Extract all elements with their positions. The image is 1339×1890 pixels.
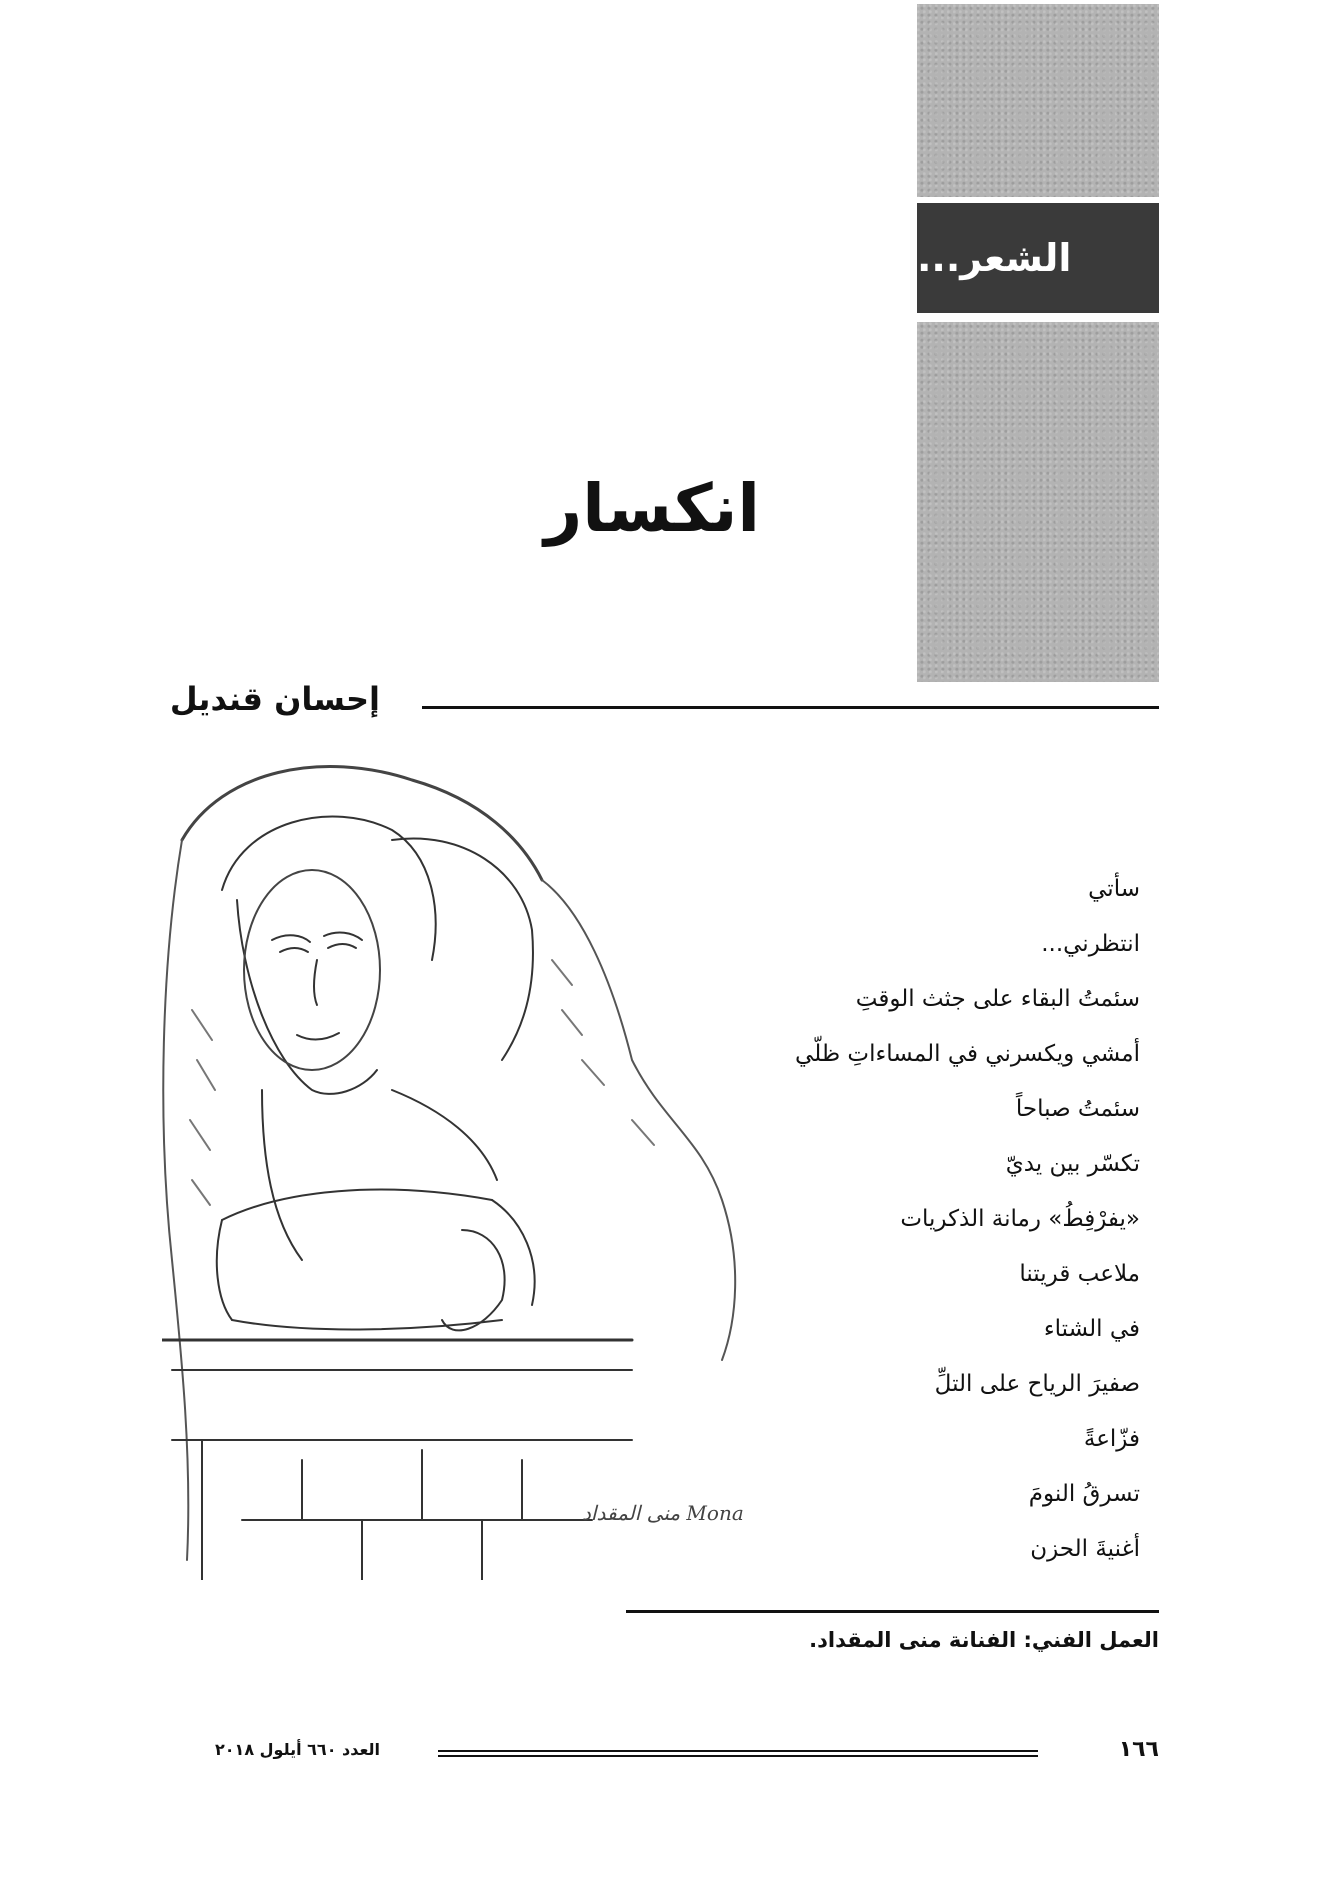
poem-line: ملاعب قريتنا (1019, 1261, 1140, 1287)
poem-line: أمشي ويكسرني في المساءاتِ ظلّي (795, 1041, 1140, 1067)
caption-divider (626, 1610, 1159, 1613)
poem-line: تكسّر بين يديّ (1005, 1151, 1140, 1177)
poem-line: «يفرْفِطُ» رمانة الذكريات (900, 1206, 1140, 1232)
artwork-signature: منى المقداد Mona (582, 1501, 744, 1525)
poem-line: سئمتُ البقاء على جثث الوقتِ (855, 986, 1140, 1012)
poem-line: سئمتُ صباحاً (1015, 1096, 1140, 1122)
decorative-grey-block-top (917, 4, 1159, 197)
author-divider (422, 706, 1159, 709)
footer-divider (438, 1750, 1038, 1757)
page-number: ١٦٦ (1118, 1737, 1159, 1762)
poem-line: سأتي (1088, 876, 1140, 902)
section-label-text: الشعر... (917, 236, 1072, 280)
poem-line: فزّاعةً (1083, 1426, 1140, 1452)
artwork-illustration (162, 760, 772, 1580)
decorative-grey-block-bottom (917, 322, 1159, 682)
issue-info: العدد ٦٦٠ أيلول ٢٠١٨ (215, 1740, 380, 1759)
poem-line: انتظرني... (1041, 931, 1140, 957)
poem-body (740, 862, 1140, 1577)
poem-line: صفيرَ الرياح على التلِّ (934, 1371, 1140, 1397)
poem-title: انكسار (544, 470, 760, 547)
artwork-caption: العمل الفني: الفنانة منى المقداد. (809, 1628, 1159, 1652)
poem-line: في الشتاء (1043, 1316, 1140, 1342)
section-label (917, 203, 1159, 313)
poem-line: أغنيةَ الحزن (1030, 1536, 1140, 1562)
poem-line: تسرقُ النومَ (1028, 1481, 1140, 1507)
author-name: إحسان قنديل (169, 680, 380, 718)
